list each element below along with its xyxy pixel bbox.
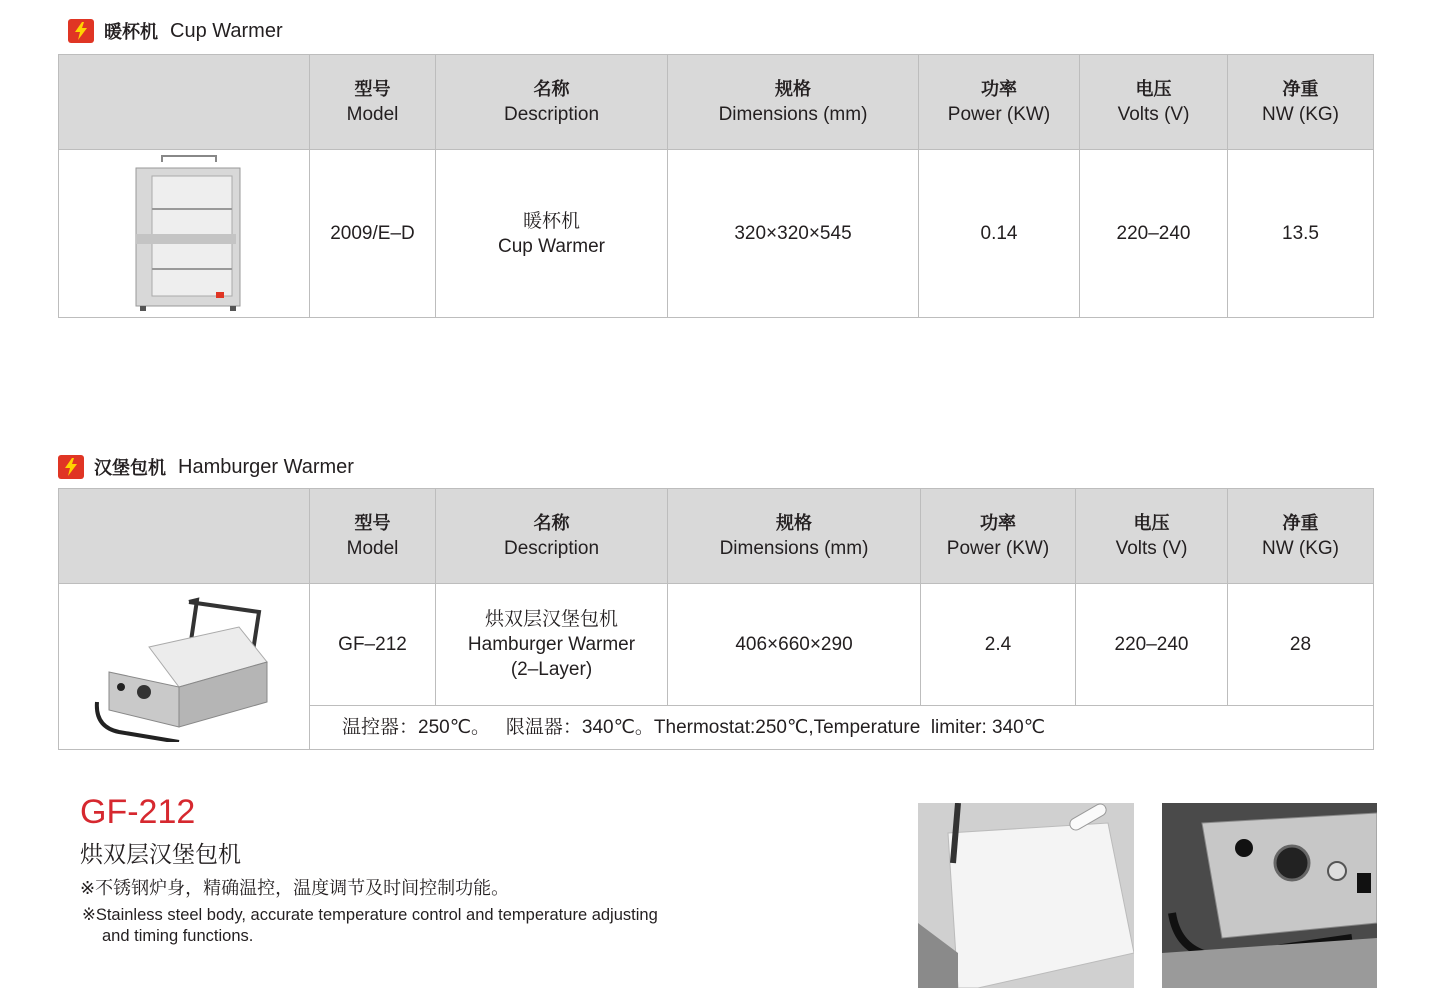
table-header-row bbox=[59, 55, 1374, 150]
header-volts: 电压 Volts (V) bbox=[1080, 55, 1228, 150]
hamburger-warmer-image-cell bbox=[59, 584, 310, 750]
power-cell: 0.14 bbox=[919, 150, 1080, 318]
volts-cell: 220–240 bbox=[1076, 584, 1228, 706]
header-nw: 净重 NW (KG) bbox=[1228, 55, 1374, 150]
model-cell: 2009/E–D bbox=[310, 150, 436, 318]
feature-en-line2: and timing functions. bbox=[102, 927, 254, 945]
power-cell: 2.4 bbox=[921, 584, 1076, 706]
header-description: 名称 Description bbox=[436, 489, 668, 584]
detail-photo-tray bbox=[918, 803, 1134, 988]
image-header-cell bbox=[59, 55, 310, 150]
cup-warmer-image bbox=[124, 154, 244, 314]
header-nw: 净重 NW (KG) bbox=[1228, 489, 1374, 584]
product-code: GF-212 bbox=[80, 793, 196, 831]
header-model: 型号 Model bbox=[310, 489, 436, 584]
nw-cell: 13.5 bbox=[1228, 150, 1374, 318]
table-header-row bbox=[59, 489, 1374, 584]
description-cell: 烘双层汉堡包机 Hamburger Warmer (2–Layer) bbox=[436, 584, 668, 706]
section-title-cn: 暖杯机 bbox=[104, 22, 158, 43]
header-volts: 电压 Volts (V) bbox=[1076, 489, 1228, 584]
section-title-en: Hamburger Warmer bbox=[178, 455, 354, 478]
header-model: 型号 Model bbox=[310, 55, 436, 150]
section-title-en: Cup Warmer bbox=[170, 19, 283, 42]
cup-warmer-image-cell bbox=[59, 150, 310, 318]
cup-warmer-section-title bbox=[68, 18, 283, 44]
feature-en-line1: ※Stainless steel body, accurate temperature control and temperature adjusting bbox=[82, 906, 658, 924]
dimensions-cell: 320×320×545 bbox=[668, 150, 919, 318]
header-description: 名称 Description bbox=[436, 55, 668, 150]
lightning-badge-icon bbox=[58, 455, 84, 479]
image-header-cell bbox=[59, 489, 310, 584]
product-name-cn: 烘双层汉堡包机 bbox=[80, 842, 241, 868]
model-cell: GF–212 bbox=[310, 584, 436, 706]
hamburger-warmer-image bbox=[89, 592, 279, 742]
header-dimensions: 规格 Dimensions (mm) bbox=[668, 489, 921, 584]
feature-cn: ※不锈钢炉身，精确温控，温度调节及时间控制功能。 bbox=[80, 878, 510, 899]
description-cell: 暖杯机 Cup Warmer bbox=[436, 150, 668, 318]
header-dimensions: 规格 Dimensions (mm) bbox=[668, 55, 919, 150]
thermostat-note: 温控器：250℃。 限温器：340℃。Thermostat:250℃,Temperature limiter: 340℃ bbox=[310, 706, 1374, 750]
header-power: 功率 Power (KW) bbox=[921, 489, 1076, 584]
hamburger-warmer-spec-table bbox=[58, 488, 1374, 750]
lightning-badge-icon bbox=[68, 19, 94, 43]
cup-warmer-spec-table bbox=[58, 54, 1374, 318]
feature-en bbox=[82, 905, 732, 947]
hamburger-warmer-section-title bbox=[58, 454, 354, 480]
table-row bbox=[59, 150, 1374, 318]
detail-photo-control-panel bbox=[1162, 803, 1377, 988]
nw-cell: 28 bbox=[1228, 584, 1374, 706]
volts-cell: 220–240 bbox=[1080, 150, 1228, 318]
header-power: 功率 Power (KW) bbox=[919, 55, 1080, 150]
table-row bbox=[59, 584, 1374, 706]
dimensions-cell: 406×660×290 bbox=[668, 584, 921, 706]
section-title-cn: 汉堡包机 bbox=[94, 458, 166, 479]
